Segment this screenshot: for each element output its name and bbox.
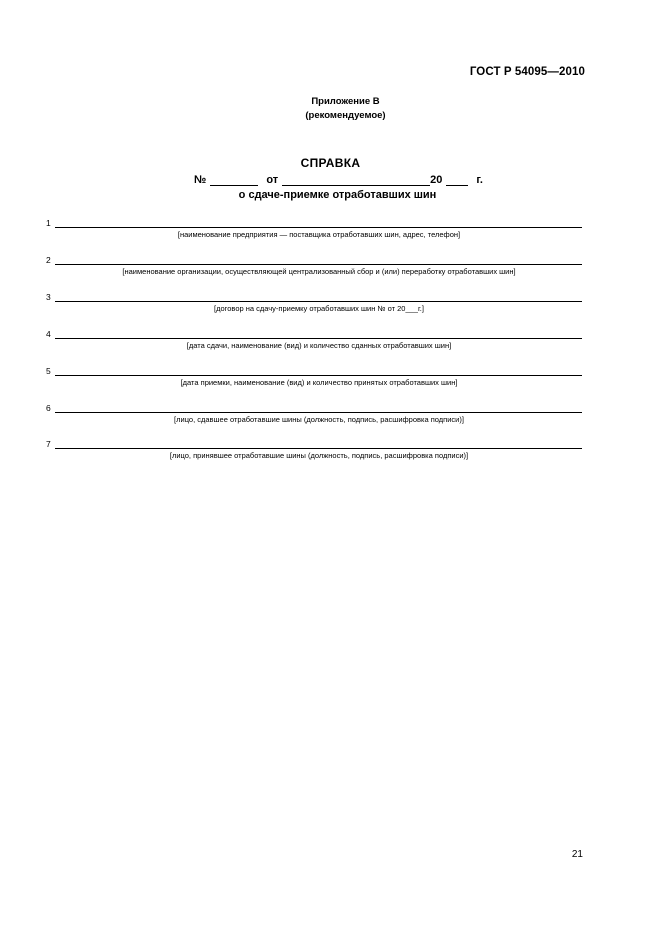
number-label: №: [194, 174, 207, 186]
field-fill-line[interactable]: [55, 403, 582, 413]
annex-status: (рекомендуемое): [305, 110, 386, 121]
field-caption: [дата сдачи, наименование (вид) и количество сданных отработавших шин]: [186, 341, 452, 350]
field-number: 3: [46, 292, 51, 302]
form-field-7: [46, 437, 582, 460]
field-caption: [договор на сдачу-приемку отработавших шин № от 20___г.]: [214, 304, 424, 313]
annex-heading: [0, 95, 661, 123]
field-caption: [лицо, принявшее отработавшие шины (должность, подпись, расшифровка подписи)]: [169, 451, 469, 460]
form-field-4: [46, 327, 582, 350]
page-number: 21: [571, 849, 583, 860]
field-fill-line[interactable]: [55, 329, 582, 339]
field-caption: [наименование организации, осуществляющей централизованный сбор и (или) переработку отработавших шин]: [122, 267, 516, 276]
field-fill-line[interactable]: [55, 366, 582, 376]
field-fill-line[interactable]: [55, 218, 582, 228]
year-prefix: 20: [430, 174, 443, 186]
certificate-heading: [0, 156, 661, 201]
form-field-6: [46, 401, 582, 424]
year-suffix: г.: [476, 174, 483, 186]
form-field-3: [46, 290, 582, 313]
form-field-5: [46, 364, 582, 387]
certificate-title: СПРАВКА: [300, 156, 361, 170]
certificate-subject: о сдаче-приемке отработавших шин: [238, 189, 437, 201]
field-fill-line[interactable]: [55, 292, 582, 302]
from-label: от: [266, 174, 279, 186]
field-number: 5: [46, 366, 51, 376]
field-caption: [дата приемки, наименование (вид) и количество принятых отработавших шин]: [180, 378, 458, 387]
form-field-1: [46, 216, 582, 239]
field-caption: [лицо, сдавшее отработавшие шины (должность, подпись, расшифровка подписи)]: [174, 415, 464, 424]
date-blank: [282, 174, 430, 186]
field-number: 1: [46, 218, 51, 228]
field-number: 6: [46, 403, 51, 413]
annex-title: Приложение В: [311, 96, 380, 107]
standard-code: ГОСТ Р 54095—2010: [469, 66, 585, 78]
year-blank: [446, 174, 468, 186]
field-number: 7: [46, 439, 51, 449]
certificate-number-line: [16, 172, 661, 186]
field-fill-line[interactable]: [55, 255, 582, 265]
field-caption: [наименование предприятия — поставщика отработавших шин, адрес, телефон]: [177, 230, 461, 239]
field-number: 2: [46, 255, 51, 265]
form-field-2: [46, 253, 582, 276]
number-blank: [210, 174, 258, 186]
field-number: 4: [46, 329, 51, 339]
field-fill-line[interactable]: [55, 439, 582, 449]
